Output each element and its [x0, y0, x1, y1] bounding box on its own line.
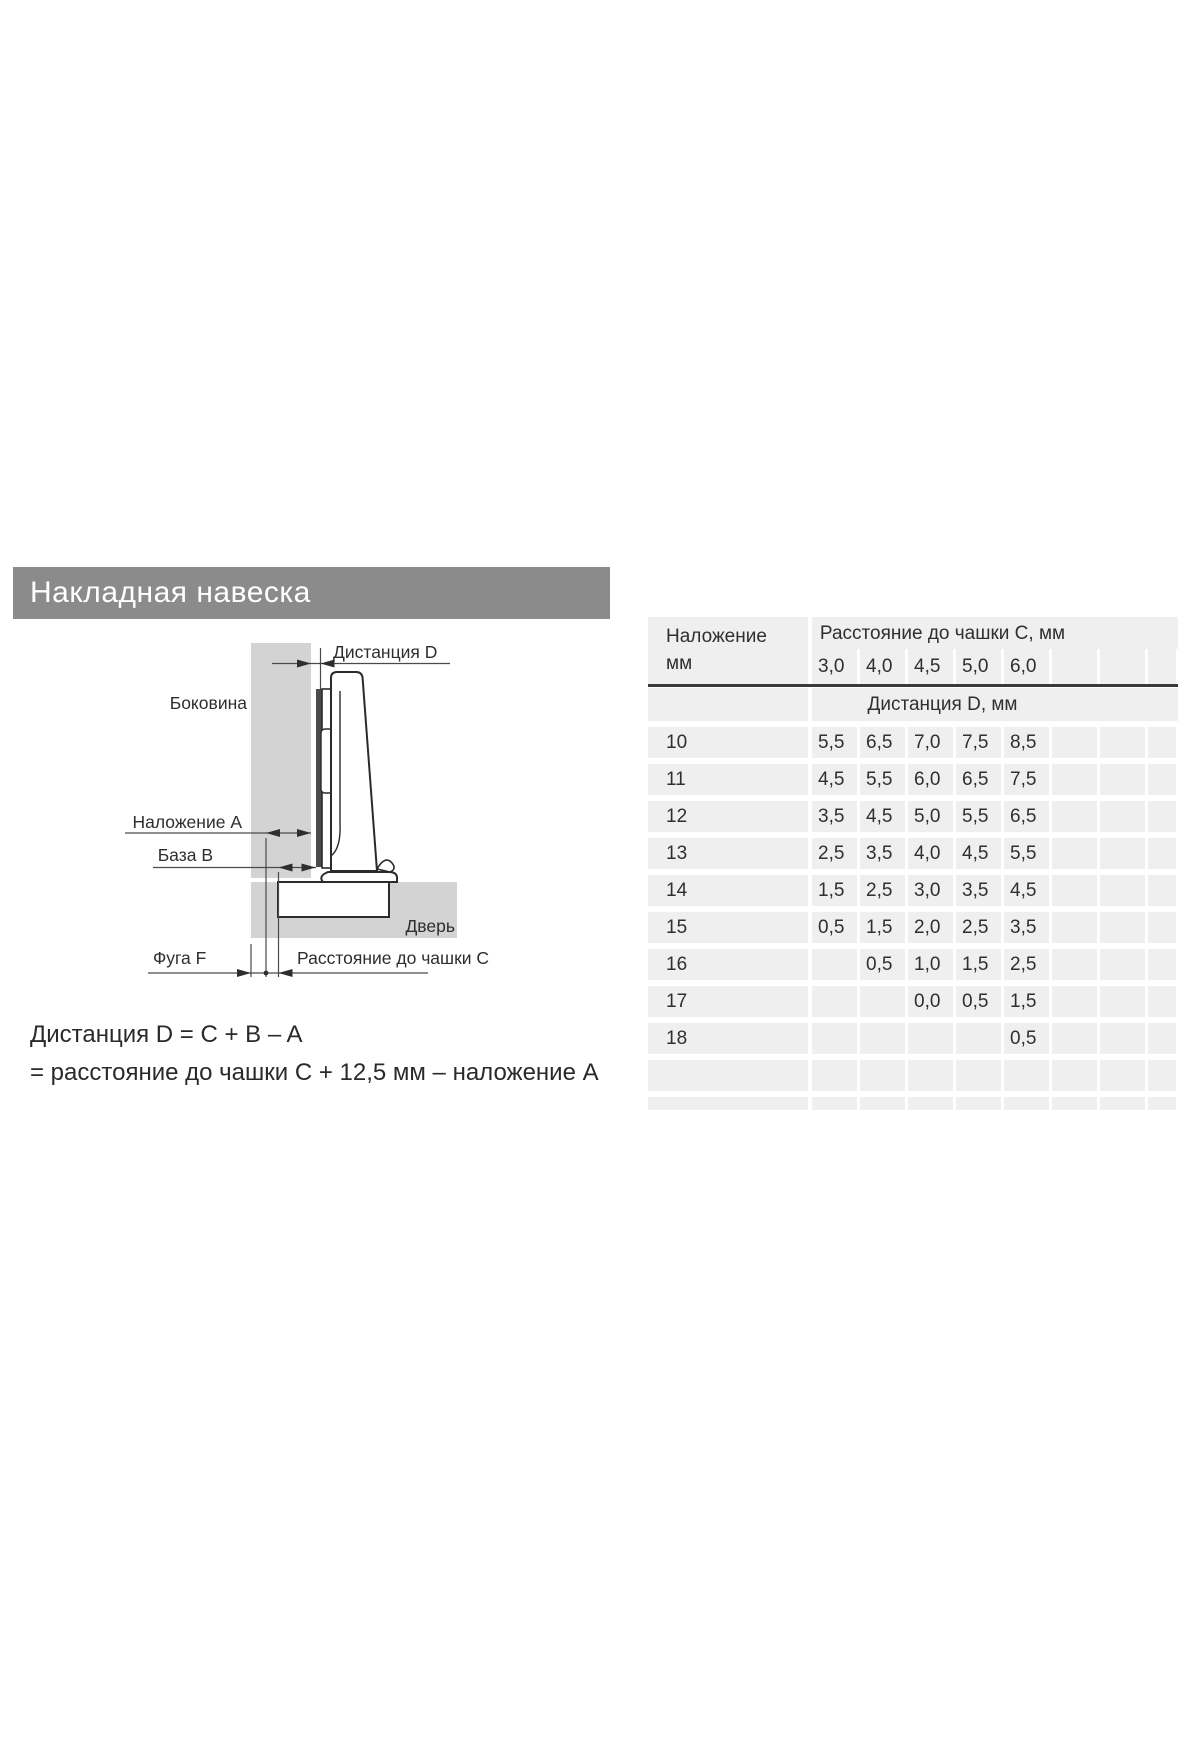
value-cell — [860, 1097, 905, 1110]
value-cell: 1,5 — [1004, 986, 1049, 1017]
subheader-cell — [1100, 649, 1145, 684]
label-side-panel: Боковина — [169, 693, 247, 713]
row-label: 12 — [648, 801, 808, 832]
value-cell — [1100, 1060, 1145, 1091]
value-cell — [1148, 1060, 1176, 1091]
value-cell — [1148, 912, 1176, 943]
value-cell: 5,5 — [860, 764, 905, 795]
row-label — [648, 1060, 808, 1091]
value-cell — [812, 1097, 857, 1110]
value-cell — [1148, 801, 1176, 832]
value-cell — [1052, 875, 1097, 906]
subheader-cell — [1052, 649, 1097, 684]
value-cell — [908, 1023, 953, 1054]
side-panel-rect — [251, 643, 311, 878]
value-cell: 0,5 — [956, 986, 1001, 1017]
value-cell — [1052, 1097, 1097, 1110]
label-overlay-a: Наложение А — [132, 812, 242, 832]
table-row — [648, 727, 1178, 758]
subheader-cell: 5,0 — [956, 649, 1001, 684]
value-cell — [860, 1023, 905, 1054]
value-cell — [908, 1060, 953, 1091]
value-cell — [1148, 1023, 1176, 1054]
value-cell — [1052, 838, 1097, 869]
hinge-arm — [331, 672, 377, 871]
value-cell — [1148, 1097, 1176, 1110]
label-cup-distance-c: Расстояние до чашки С — [297, 948, 490, 968]
table-row — [648, 1097, 1178, 1110]
table-row — [648, 1060, 1178, 1091]
row-label: 11 — [648, 764, 808, 795]
value-cell — [812, 986, 857, 1017]
value-cell — [860, 986, 905, 1017]
header-overlay-line2: мм — [666, 653, 693, 674]
value-cell — [1148, 764, 1176, 795]
value-cell — [1100, 986, 1145, 1017]
cup-flange — [321, 872, 397, 882]
value-cell — [1052, 986, 1097, 1017]
value-cell: 4,5 — [956, 838, 1001, 869]
value-cell — [1100, 838, 1145, 869]
empty-cell — [648, 688, 808, 721]
value-cell: 3,5 — [1004, 912, 1049, 943]
value-cell — [1148, 727, 1176, 758]
value-cell: 8,5 — [1004, 727, 1049, 758]
subheader-cell: 4,0 — [860, 649, 905, 684]
value-cell: 7,5 — [1004, 764, 1049, 795]
value-cell — [1100, 875, 1145, 906]
distance-row-label: Дистанция D, мм — [812, 688, 1178, 721]
arrowhead — [279, 969, 293, 977]
header-values-block — [812, 617, 1178, 684]
table-header — [648, 617, 1178, 684]
value-cell: 1,5 — [860, 912, 905, 943]
value-cell: 5,5 — [1004, 838, 1049, 869]
value-cell — [956, 1023, 1001, 1054]
formula-line1: Дистанция D = C + B – A — [30, 1021, 303, 1048]
row-label: 10 — [648, 727, 808, 758]
value-cell — [1100, 949, 1145, 980]
value-cell — [1148, 838, 1176, 869]
arrowhead — [237, 969, 251, 977]
value-cell — [1148, 875, 1176, 906]
value-cell — [1004, 1060, 1049, 1091]
header-overlay-col — [648, 617, 808, 684]
label-distance-d: Дистанция D — [333, 642, 438, 662]
table-row — [648, 838, 1178, 869]
hinge-cup-rect — [278, 882, 389, 917]
value-cell: 3,5 — [860, 838, 905, 869]
value-cell — [1052, 949, 1097, 980]
dimension-dot — [264, 971, 269, 976]
distance-table — [648, 617, 1178, 1110]
table-row — [648, 912, 1178, 943]
value-cell: 4,5 — [1004, 875, 1049, 906]
row-label — [648, 1097, 808, 1110]
row-label: 14 — [648, 875, 808, 906]
value-cell: 2,5 — [956, 912, 1001, 943]
value-cell: 1,5 — [956, 949, 1001, 980]
value-cell — [1100, 1023, 1145, 1054]
value-cell — [1100, 1097, 1145, 1110]
value-cell: 6,5 — [860, 727, 905, 758]
label-base-b: База В — [157, 845, 213, 865]
value-cell: 4,5 — [812, 764, 857, 795]
value-cell: 0,5 — [1004, 1023, 1049, 1054]
section-title: Накладная навеска — [30, 576, 311, 609]
value-cell — [1100, 801, 1145, 832]
table-body — [648, 727, 1178, 1110]
value-cell: 1,0 — [908, 949, 953, 980]
formula-line2: = расстояние до чашки C + 12,5 мм – наложение А — [30, 1059, 599, 1086]
row-label: 18 — [648, 1023, 808, 1054]
value-cell: 0,5 — [860, 949, 905, 980]
value-cell — [1052, 1023, 1097, 1054]
value-cell: 6,5 — [956, 764, 1001, 795]
value-cell — [1052, 727, 1097, 758]
value-cell — [812, 1060, 857, 1091]
value-cell: 2,5 — [812, 838, 857, 869]
value-cell: 6,0 — [908, 764, 953, 795]
value-cell — [1052, 1060, 1097, 1091]
value-cell — [1052, 801, 1097, 832]
header-divider-line — [648, 684, 1178, 687]
value-cell: 7,5 — [956, 727, 1001, 758]
value-cell: 4,0 — [908, 838, 953, 869]
value-cell — [1148, 949, 1176, 980]
value-cell — [1052, 912, 1097, 943]
value-cell: 2,0 — [908, 912, 953, 943]
value-cell — [812, 949, 857, 980]
value-cell: 3,0 — [908, 875, 953, 906]
value-cell — [1100, 764, 1145, 795]
value-cell: 6,5 — [1004, 801, 1049, 832]
table-row — [648, 764, 1178, 795]
row-label: 17 — [648, 986, 808, 1017]
value-cell — [1052, 764, 1097, 795]
hinge-knuckle — [377, 860, 394, 872]
row-label: 13 — [648, 838, 808, 869]
value-cell: 2,5 — [860, 875, 905, 906]
value-cell: 3,5 — [812, 801, 857, 832]
table-row — [648, 875, 1178, 906]
header-subrow — [812, 649, 1178, 684]
header-overlay-line1: Наложение — [666, 626, 767, 647]
value-cell — [908, 1097, 953, 1110]
header-cup-distance: Расстояние до чашки С, мм — [812, 617, 1178, 649]
subheader-cell: 3,0 — [812, 649, 857, 684]
value-cell — [1004, 1097, 1049, 1110]
value-cell: 5,5 — [812, 727, 857, 758]
value-cell: 1,5 — [812, 875, 857, 906]
row-label: 15 — [648, 912, 808, 943]
label-gap-f: Фуга F — [153, 948, 207, 968]
value-cell: 3,5 — [956, 875, 1001, 906]
formula-block — [30, 1016, 599, 1092]
table-row — [648, 1023, 1178, 1054]
value-cell — [812, 1023, 857, 1054]
subheader-cell: 4,5 — [908, 649, 953, 684]
label-door: Дверь — [405, 916, 455, 936]
value-cell: 5,0 — [908, 801, 953, 832]
value-cell: 0,5 — [812, 912, 857, 943]
table-row — [648, 949, 1178, 980]
value-cell: 5,5 — [956, 801, 1001, 832]
table-row — [648, 801, 1178, 832]
value-cell — [956, 1097, 1001, 1110]
distance-label-row — [648, 688, 1178, 721]
value-cell — [1100, 727, 1145, 758]
value-cell — [1148, 986, 1176, 1017]
value-cell — [1100, 912, 1145, 943]
subheader-cell: 6,0 — [1004, 649, 1049, 684]
value-cell: 2,5 — [1004, 949, 1049, 980]
row-label: 16 — [648, 949, 808, 980]
value-cell: 4,5 — [860, 801, 905, 832]
value-cell — [956, 1060, 1001, 1091]
value-cell: 0,0 — [908, 986, 953, 1017]
value-cell — [860, 1060, 905, 1091]
table-row — [648, 986, 1178, 1017]
subheader-cell — [1148, 649, 1176, 684]
value-cell: 7,0 — [908, 727, 953, 758]
